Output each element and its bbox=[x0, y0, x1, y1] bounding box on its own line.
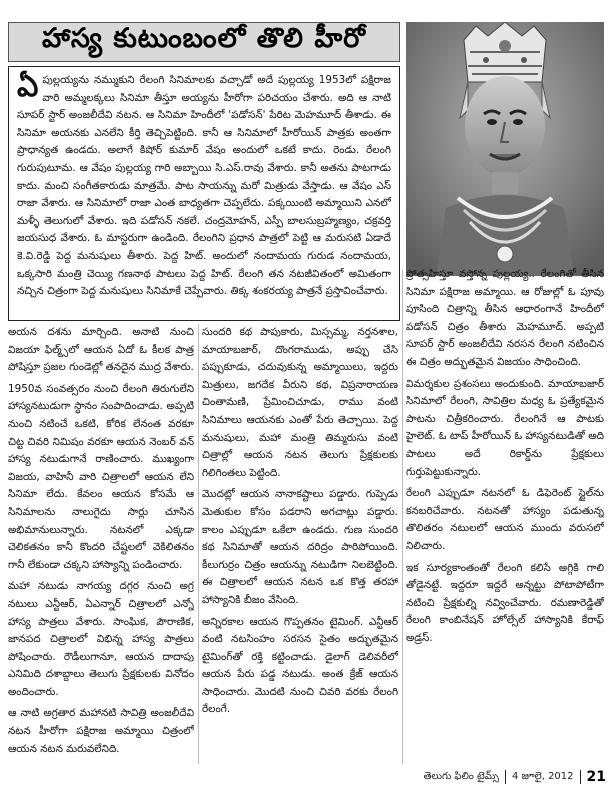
col1-paragraph-2: 1950వ సంవత్సరం నుంచి రేలంగి తిరుగులేని హాస్యనటుడుగా స్థానం సంపాదించాడు. అప్పటి నుంచి నటించే ఒకటి, కోరిక లేనంత వరకూ చిట్ట చివరి నిమిషం వరకూ ఆయన నెంబర్ వన్ హాస్య నటుడుగానే రాణించారు. ముఖ్యంగా విజయ, వాహినీ వారి చిత్రాలలో ఆయన లేని సినిమా లేదు. కేవలం ఆయన కోసమే ఆ సినిమాలను నాలుగైదు సార్లు చూసిన అభిమానులున్నారు. నటనలో ఎక్కడా చెలికతనం కానీ కొందరి చేష్టలలో వెకిలితనం గానీ లేకుండా చక్కని హాస్యాన్ని పండించారు. bbox=[8, 382, 194, 571]
intro-text: పుల్లయ్యను నమ్ముకుని రేలంగి సినిమాలకు వచ్చాడో అదే పుల్లయ్య 1953లో పక్షిరాజ వారి అమ్మలక్కలు సినిమా తీస్తూ అయ్యను హీరోగా పరిచయం చేశారు. అది ఆ నాటి సూపర్ స్టార్ అంజలీదేవి నటన. ఆ సినిమా హిందీలో 'పడోసన్' పేరిట మెహమూద్ తీశాడు. ఈ సినిమా అయనకు ఎనలేని కీర్తి తెచ్చిపెట్టింది. కానీ ఆ సినిమాలో హీరోయిన్ పాత్రకు అంతగా ప్రాధాన్యత ఉండదు. అలాగే కిషోర్ కుమార్ వేషం అందులో ఒకటే కాదు. రెండు. రేలంగి గురుపుటూమ. ఆ వేషం పుల్లయ్య గారి అబ్బాయి సి.ఎస్.రావు వేశారు. కానీ అతను పాటగాడు కాదు. మంచి సంగీతకారుడు మాత్రమే. పాట సాయన్ను మరో మిత్రుడు వేస్తాడు. ఆ వేషం ఎస్ రాజా వేశారు. ఆ సినిమాలో రాజా ఎంత బాధ్యతగా చెప్పలేదు. పక్కయింటి అమ్మాయిని ఎనలో మళ్ళీ తెలుగులో వేశారు. ఇది పడోసన్ నకలే. చంద్రమోహన్, ఎస్పీ బాలసుబ్రహ్మణ్యం, చక్రవర్తి జయసుధ వేశారు. ఓ మాస్టరుగా ఉండింది. రేలంగిని ప్రధాన పాత్రలో పెట్టి ఆ మరుసటి ఏడాదే కె.వి.రెడ్డి పెద్ద మనుషులు తీశారు. పెద్ద హిట్. అందులో నందామయ గురుడ నందామయ, ఒక్కసారి మంత్రి చెయ్యి గణనాథ పాటలు పెద్ద హిట్. రేలంగి తన నటజీవితంలో అమితంగా నచ్చిన చిత్రంగా పెద్ద మనుషులు సినిమాకే చెప్పేవారు. తిక్క శంకరయ్య పాత్రనే ప్రస్తావించేవారు. bbox=[17, 74, 391, 298]
col3-paragraph-1: ప్రోత్సహిస్తూ వస్తోన్న పుల్లయ్య.. రేలంగితో తీసిన సినిమా పక్షిరాజ అమ్మాయి. ఆ రోజుల్లో ఓ పూవు పూసింది చిత్రాన్ని తీసిన ఆధారంగానే హిందీలో పడోసన్ చిత్రం తీశారు మెహమూద్. అప్పటి సూపర్ స్టార్ అంజలీదేవి నరసన రేలంగి నటించిన ఈ చిత్రం అద్భుతమైన విజయం సాధించింది. bbox=[406, 268, 604, 368]
col1-paragraph-1: అయన దశను మార్చింది. అనాటి నుంచి విజయా ఫిల్మ్స్‌లో ఆయన ఏదో ఓ కీలక పాత్ర పోషిస్తూ ప్రజల గుండెల్లో తనదైన ముద్ర వేశారు. bbox=[8, 326, 194, 374]
page-number: 21 bbox=[586, 769, 606, 785]
col3-paragraph-2: విమర్శకుల ప్రశంసలు అందుకుంది. మాయాబజార్ సినిమాలో రేలంగి, సావిత్రిల మధ్య ఓ ప్రత్యేకమైన పాటను చిత్రీకరించారు. రేలంగినే ఆ పాటకు హైలెట్. ఓ టాప్ హీరోయిన్ ఓ హాస్యనటుడితో అది పాటలు అదే రికార్డ్‌ను ప్రేక్షకులు గుర్తుపెట్టుకున్నారు. bbox=[406, 377, 604, 478]
col2-paragraph-2: మొదట్లో ఆయన నానాకష్టాలు పడ్డారు. గుప్పెడు మెతుకుల కోసం పడరాని అగచాట్లు పడ్డారు. కాలం ఎప్పుడూ ఒకేలా ఉండదు. గుణ సుందరి కథ సినిమాతో ఆయన దరిద్రం పారిపోయింది. కీలుగుర్రం చిత్రం ఆయన్ను నటుడిగా నిలబెట్టింది. ఈ చిత్రాలలో ఆయన నటన ఒక కొత్త తరహా హాస్యానికి బీజం వేసింది. bbox=[202, 488, 398, 606]
col1-paragraph-3: మహా నటుడు నాగయ్య దగ్గర నుంచి అగ్ర నటులు ఎన్టీఆర్, ఏఎన్నార్ చిత్రాలలో ఎన్నో హాస్య పాత్రలు వేశారు. సాంఘిక, పౌరాణిక, జానపద చిత్రాలలో విభిన్న హాస్య పాత్రలు పోషించారు. రౌడీలుగానూ, ఆయన దాదాపు ఎనిమిది దశాబ్దాలు తెలుగు ప్రేక్షకులకు వినోదం అందించారు. bbox=[8, 580, 194, 698]
publication-name: తెలుగు ఫిలిం టైమ్స్ bbox=[423, 771, 499, 782]
col1-paragraph-4: ఆ నాటి అగ్రతార మహానటి సావిత్రి అంజలీదేవి నటన హీరోగా పక్షిరాజ అమ్మాయి చిత్రంలో ఆయన నటన మరువలేనిది. bbox=[8, 707, 194, 755]
column-3 bbox=[406, 266, 604, 764]
col3-paragraph-3: రేలంగి ఎప్పుడూ నటనలో ఓ డిఫెరెంట్ స్టైల్‌ను కనబరిచేవారు. నటనతో హాస్యం పడుతున్న తొలితరం నటులలో ఆయన ముందు వరుసలో నిలిచారు. bbox=[406, 487, 604, 552]
actor-portrait-image bbox=[406, 22, 604, 276]
footer-divider bbox=[580, 770, 581, 784]
column-divider bbox=[198, 324, 199, 764]
headline-banner bbox=[8, 22, 400, 62]
intro-paragraph bbox=[17, 69, 391, 301]
actor-photo bbox=[406, 22, 604, 276]
issue-date: 4 జూలై, 2012 bbox=[511, 771, 574, 782]
intro-box bbox=[8, 66, 400, 321]
column-1 bbox=[8, 324, 194, 764]
footer-divider bbox=[505, 770, 506, 784]
column-2 bbox=[202, 324, 398, 764]
col2-paragraph-1: సుందరి కథ పాపుకారు, మిస్సమ్మ, నర్తనశాల, మాయాబజార్, దొంగరాముడు, అప్పు చేసి పప్పుకూడు, చదువుకున్న అమ్మాయిలు, ఇద్దరు మిత్రులు, జగదేక వీరుని కథ, విప్రనారాయణ చింతామణి, ప్రేమించిచూడు, రాము వంటి సినిమాలు ఆయనకు ఎంతో పేరు తెచ్చాయి. పెద్ద మనుషులు, మహా మంత్రి తిమ్మరుసు వంటి చిత్రాల్లో ఆయన నటన తెలుగు ప్రేక్షకులకు గిలిగింతలు పెట్టింది. bbox=[202, 326, 398, 479]
column-divider bbox=[402, 270, 403, 764]
col3-paragraph-4: ఇక సూర్యకాంతంతో రేలంగి కలిసే అగ్గికి గాలి తోడైనట్టే. ఇద్దరూ ఇద్దరే అన్నట్టు పోటాపోటీగా నటించి ప్రేక్షకుల్ని నవ్వించేవారు. రమణారెడ్డితో రేలంగి కాంబినేషన్ హోల్సేల్ హాస్యానికి కేరాఫ్ అడ్రస్. bbox=[406, 561, 604, 644]
page-footer bbox=[394, 768, 606, 786]
col2-paragraph-3: అన్నిరకాల ఆయన గొప్పతనం టైమింగ్. ఎన్టీఆర్ వంటి నటసింహం సరసన సైతం అద్భుతమైన టైమింగ్‌తో రక్తి కట్టించాడు. డైలాగ్ డెలివరీలో ఆయన పేరు పడ్డ నటుడు. అంత క్రేజ్ ఆయన సాధించారు. మొదటి నుంచి చివరి వరకు రేలంగి రేలంగే. bbox=[202, 615, 398, 716]
headline: హాస్య కుటుంబంలో తొలి హీరో bbox=[42, 23, 366, 54]
drop-cap: ఏ bbox=[17, 69, 39, 104]
